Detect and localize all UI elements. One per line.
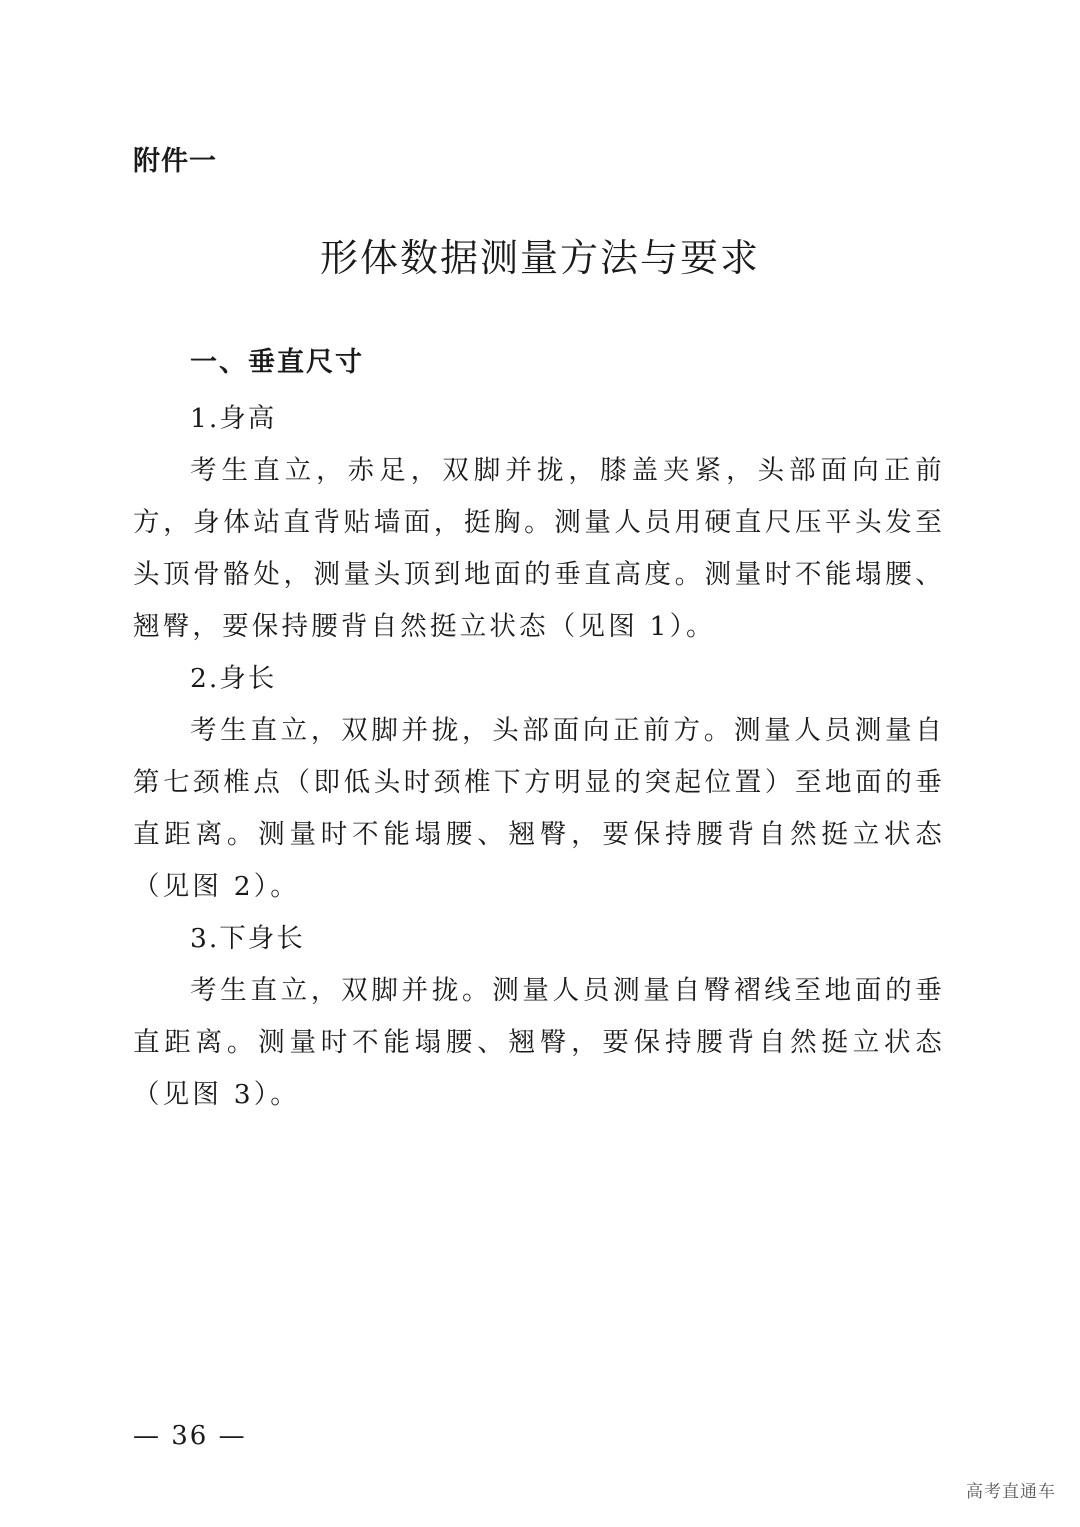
subsection-heading-height: 1.身高 <box>190 403 277 434</box>
document-title: 形体数据测量方法与要求 <box>319 236 760 280</box>
attachment-label: 附件一 <box>133 146 217 177</box>
page-number: — 36 — <box>133 1421 247 1451</box>
subsection-heading-lower-body-length: 3.下身长 <box>190 923 305 954</box>
paragraph-height: 考生直立，赤足，双脚并拢，膝盖夹紧，头部面向正前方，身体站直背贴墙面，挺胸。测量人员用硬直尺压平头发至头顶骨骼处，测量头顶到地面的垂直高度。测量时不能塌腰、翘臀，要保持腰背自然挺立状态（见图 1）。 <box>133 455 945 642</box>
section-body <box>133 393 945 1121</box>
subsection-heading-body-length: 2.身长 <box>190 663 277 694</box>
section-heading: 一、垂直尺寸 <box>190 347 364 378</box>
paragraph-body-length: 考生直立，双脚并拢，头部面向正前方。测量人员测量自第七颈椎点（即低头时颈椎下方明显的突起位置）至地面的垂直距离。测量时不能塌腰、翘臀，要保持腰背自然挺立状态（见图 2）。 <box>133 715 945 902</box>
paragraph-lower-body-length: 考生直立，双脚并拢。测量人员测量自臀褶线至地面的垂直距离。测量时不能塌腰、翘臀，要保持腰背自然挺立状态（见图 3）。 <box>133 975 945 1110</box>
watermark: 高考直通车 <box>966 1482 1056 1502</box>
